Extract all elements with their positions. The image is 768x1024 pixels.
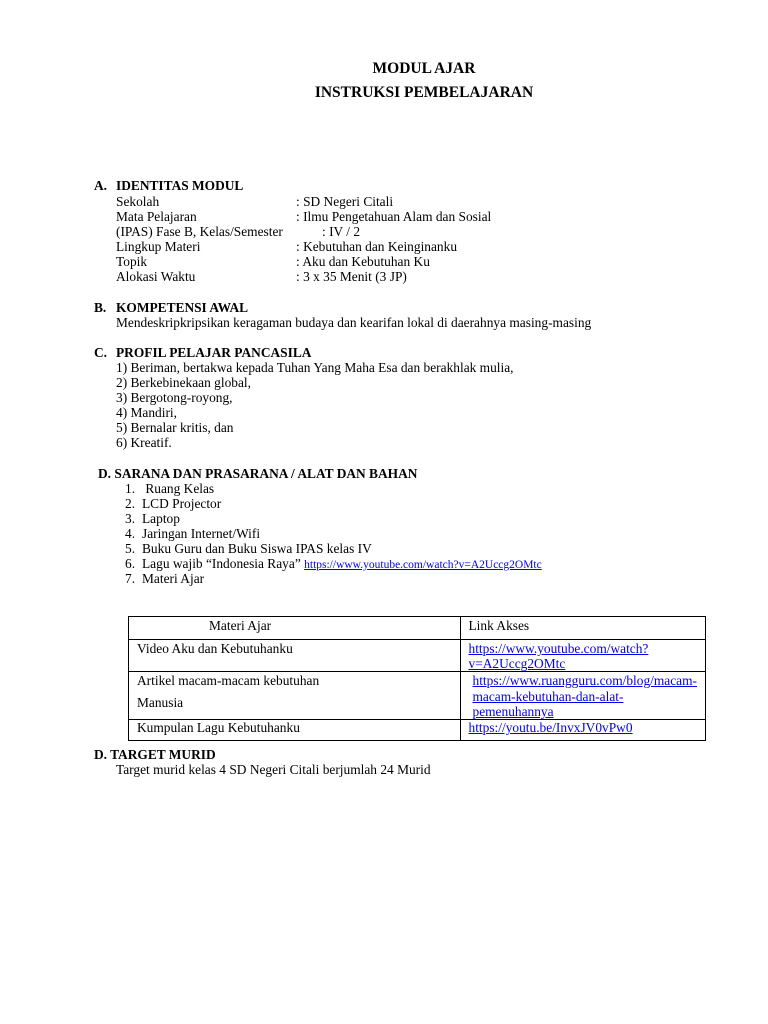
youtu-be-link[interactable]: https://youtu.be/InvxJV0vPw0: [468, 720, 633, 736]
link-line: v=A2Uccg2OMtc: [468, 656, 566, 672]
section-c-marker: C.: [94, 345, 108, 360]
list-item-number: 6.: [125, 556, 136, 571]
identity-value: : Aku dan Kebutuhan Ku: [296, 254, 430, 269]
table-cell-materi: Video Aku dan Kebutuhanku: [129, 640, 461, 672]
list-item-number: 7.: [125, 571, 136, 586]
youtube-video-link[interactable]: [469, 641, 649, 671]
table-cell-link: [460, 720, 706, 741]
section-target-text: Target murid kelas 4 SD Negeri Citali berjumlah 24 Murid: [116, 762, 431, 777]
identity-value: : 3 x 35 Menit (3 JP): [296, 269, 407, 284]
list-item: LCD Projector: [142, 496, 222, 511]
link-line: macam-kebutuhan-dan-alat-pemenuhannya: [472, 688, 624, 719]
identity-value: : SD Negeri Citali: [296, 194, 394, 209]
section-a-heading: IDENTITAS MODUL: [116, 178, 244, 193]
identity-label: Sekolah: [116, 194, 160, 209]
table-cell-materi: Kumpulan Lagu Kebutuhanku: [129, 720, 461, 741]
link-line: https://www.youtube.com/watch?: [468, 641, 649, 656]
table-row: [129, 640, 706, 672]
identity-value: : Ilmu Pengetahuan Alam dan Sosial: [296, 209, 492, 224]
section-d-heading: D. SARANA DAN PRASARANA / ALAT DAN BAHAN: [98, 466, 418, 481]
section-a-marker: A.: [94, 178, 108, 193]
table-header-link: Link Akses: [460, 617, 706, 640]
list-item: Materi Ajar: [142, 571, 205, 586]
list-item: Ruang Kelas: [142, 481, 215, 496]
indonesia-raya-link[interactable]: https://www.youtube.com/watch?v=A2Uccg2OMtc: [304, 559, 542, 571]
section-c-heading: PROFIL PELAJAR PANCASILA: [116, 345, 312, 360]
table-row: [129, 720, 706, 741]
list-item-number: 1.: [125, 481, 136, 496]
identity-label: (IPAS) Fase B, Kelas/Semester: [116, 224, 283, 239]
ruangguru-article-link[interactable]: [473, 673, 698, 718]
table-header-materi: Materi Ajar: [129, 617, 461, 640]
table-row: [129, 672, 706, 720]
list-item: Buku Guru dan Buku Siswa IPAS kelas IV: [142, 541, 372, 556]
identity-label: Alokasi Waktu: [116, 269, 196, 284]
document-title: MODUL AJAR: [372, 60, 476, 77]
identity-value: : Kebutuhan dan Keinginanku: [296, 239, 458, 254]
section-target-heading: D. TARGET MURID: [94, 747, 216, 762]
section-b-text: Mendeskripkripsikan keragaman budaya dan kearifan lokal di daerahnya masing-masing: [116, 315, 592, 330]
section-b-heading: KOMPETENSI AWAL: [116, 300, 249, 315]
table-cell-link: [460, 640, 706, 672]
list-item-number: 5.: [125, 541, 136, 556]
list-item: Laptop: [142, 511, 180, 526]
identity-value: : IV / 2: [322, 224, 361, 239]
list-item: 2) Berkebinekaan global,: [116, 375, 251, 390]
list-item: 3) Bergotong-royong,: [116, 390, 233, 405]
table-cell-materi: [129, 672, 461, 720]
identity-label: Lingkup Materi: [116, 239, 201, 254]
document-subtitle: INSTRUKSI PEMBELAJARAN: [314, 84, 534, 101]
materi-table: [128, 616, 706, 741]
list-item: Jaringan Internet/Wifi: [142, 526, 261, 541]
materi-line: Manusia: [137, 694, 184, 710]
list-item: 6) Kreatif.: [116, 435, 172, 450]
identity-label: Topik: [116, 254, 148, 269]
identity-label: Mata Pelajaran: [116, 209, 197, 224]
table-header-row: [129, 617, 706, 640]
table-cell-link: [460, 672, 706, 720]
section-b-marker: B.: [94, 300, 107, 315]
list-item: 1) Beriman, bertakwa kepada Tuhan Yang Maha Esa dan berakhlak mulia,: [116, 360, 514, 375]
list-item: 5) Bernalar kritis, dan: [116, 420, 234, 435]
list-item: 4) Mandiri,: [116, 405, 177, 420]
materi-line: Artikel macam-macam kebutuhan: [137, 673, 320, 689]
link-line: https://www.ruangguru.com/blog/macam-: [472, 673, 697, 689]
list-item-number: 2.: [125, 496, 136, 511]
list-item-text: Lagu wajib “Indonesia Raya”: [142, 556, 305, 571]
list-item-number: 4.: [125, 526, 136, 541]
list-item-number: 3.: [125, 511, 136, 526]
